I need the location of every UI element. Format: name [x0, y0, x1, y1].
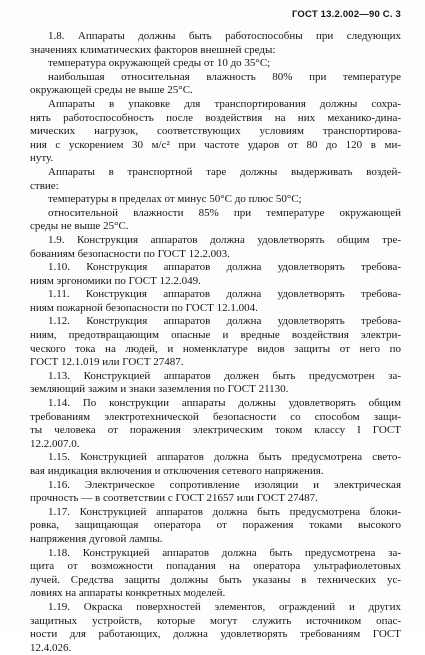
- text-line: вая индикация включения и отключения сетевого напряжения.: [30, 465, 324, 477]
- text-line: значениях климатических факторов внешней среды:: [30, 43, 276, 56]
- text-line: ниям, предотвращающим опасные и вредные воздействия электри-: [30, 329, 401, 342]
- paragraph: [30, 98, 401, 166]
- text-line: 1.10. Конструкция аппаратов должна удовлетворять требова-: [48, 261, 401, 274]
- paragraph: [30, 547, 401, 601]
- text-line: ты человека от поражения электрическим током классу I ГОСТ: [30, 424, 401, 437]
- paragraph: [30, 451, 401, 478]
- text-line: 1.16. Электрическое сопротивление изоляции и электрическая: [48, 478, 401, 491]
- text-line: ствие:: [30, 179, 59, 192]
- text-line: 1.14. По конструкции аппараты должны удовлетворять общим: [48, 397, 401, 410]
- text-line: наибольшая относительная влажность 80% при температуре: [48, 70, 401, 83]
- text-line: ности для работающих, должна удовлетворять требованиям ГОСТ: [30, 628, 401, 641]
- paragraph: [30, 506, 401, 547]
- text-line: ловиях на аппараты конкретных моделей.: [30, 587, 226, 600]
- paragraph: [30, 370, 401, 397]
- text-line: нуту.: [30, 152, 54, 165]
- paragraph: [30, 288, 401, 315]
- text-line: 1.15. Конструкцией аппаратов должна быть предусмотрена свето-: [48, 451, 401, 464]
- text-line: 12.2.007.0.: [30, 437, 80, 450]
- paragraph: [30, 601, 401, 655]
- text-line: защитных устройств, которые могут служить источником опас-: [30, 614, 401, 627]
- text-line: 1.8. Аппараты должны быть работоспособны при следующих: [48, 30, 401, 42]
- paragraph: [30, 234, 401, 261]
- text-line: ГОСТ 12.1.019 или ГОСТ 27487.: [30, 356, 184, 369]
- text-line: температура окружающей среды от 10 до 35°С;: [48, 57, 271, 70]
- text-line: прочность — в соответствии с ГОСТ 21657 или ГОСТ 27487.: [30, 492, 318, 505]
- text-line: Аппараты в упаковке для транспортирования должны сохра-: [48, 97, 401, 110]
- paragraph: [30, 30, 401, 57]
- text-line: ровка, защищающая оператора от поражения токами высокого: [30, 519, 401, 532]
- text-line: 1.13. Конструкцией аппаратов должен быть предусмотрен за-: [48, 369, 401, 382]
- paragraph: [30, 166, 401, 193]
- text-line: Аппараты в транспортной таре должны выдерживать воздей-: [48, 165, 401, 178]
- paragraph: [30, 397, 401, 451]
- text-line: земляющий зажим и знаки заземления по ГОСТ 21130.: [30, 383, 289, 396]
- text-line: ния с ускорением 30 м/с² при частоте ударов от 80 до 120 в ми-: [30, 138, 401, 151]
- paragraph: [30, 71, 401, 98]
- text-line: ческого тока на людей, и номенклатуре видов защиты от него по: [30, 342, 401, 355]
- text-line: 1.19. Окраска поверхностей элементов, ограждений и других: [48, 600, 401, 613]
- text-line: требованиям электротехнической безопасности со способом защи-: [30, 410, 401, 423]
- text-line: нять работоспособность после воздействия на них механико-дина-: [30, 111, 401, 124]
- text-line: окружающей среды не выше 25°С.: [30, 84, 193, 97]
- paragraph: [30, 261, 401, 288]
- page-header: ГОСТ 13.2.002—90 С. 3: [291, 9, 401, 20]
- paragraph: [30, 315, 401, 369]
- text-line: 1.18. Конструкцией аппаратов должна быть предусмотрена за-: [48, 546, 401, 559]
- text-line: лучей. Средства защиты должны быть указаны в технических ус-: [30, 573, 401, 586]
- text-line: среды не выше 25°С.: [30, 220, 129, 233]
- text-line: ниям пожарной безопасности по ГОСТ 12.1.004.: [30, 301, 258, 314]
- paragraph: [30, 193, 401, 207]
- text-line: 1.11. Конструкция аппаратов должна удовлетворять требова-: [48, 288, 401, 301]
- text-line: 1.12. Конструкция аппаратов должна удовлетворять требова-: [48, 315, 401, 328]
- text-line: относительной влажности 85% при температуре окружающей: [48, 206, 401, 219]
- text-line: мических нагрузок, соответствующих условиям транспортирова-: [30, 125, 401, 138]
- text-line: 1.17. Конструкцией аппаратов должна быть предусмотрена блоки-: [48, 505, 401, 518]
- text-line: щита от возможности попадания на оператора ультрафиолетовых: [30, 560, 401, 573]
- text-line: напряжения дуговой лампы.: [30, 532, 163, 545]
- text-line: 1.9. Конструкция аппаратов должна удовлетворять общим тре-: [48, 233, 401, 246]
- paragraph: [30, 57, 401, 71]
- paragraph: [30, 479, 401, 506]
- paragraph: [30, 207, 401, 234]
- text-line: ниям эргономики по ГОСТ 12.2.049.: [30, 274, 201, 287]
- text-line: бованиям безопасности по ГОСТ 12.2.003.: [30, 247, 230, 260]
- text-line: 12.4.026.: [30, 641, 72, 654]
- document-body: [30, 30, 401, 655]
- text-line: температуры в пределах от минус 50°С до плюс 50°С;: [48, 193, 302, 206]
